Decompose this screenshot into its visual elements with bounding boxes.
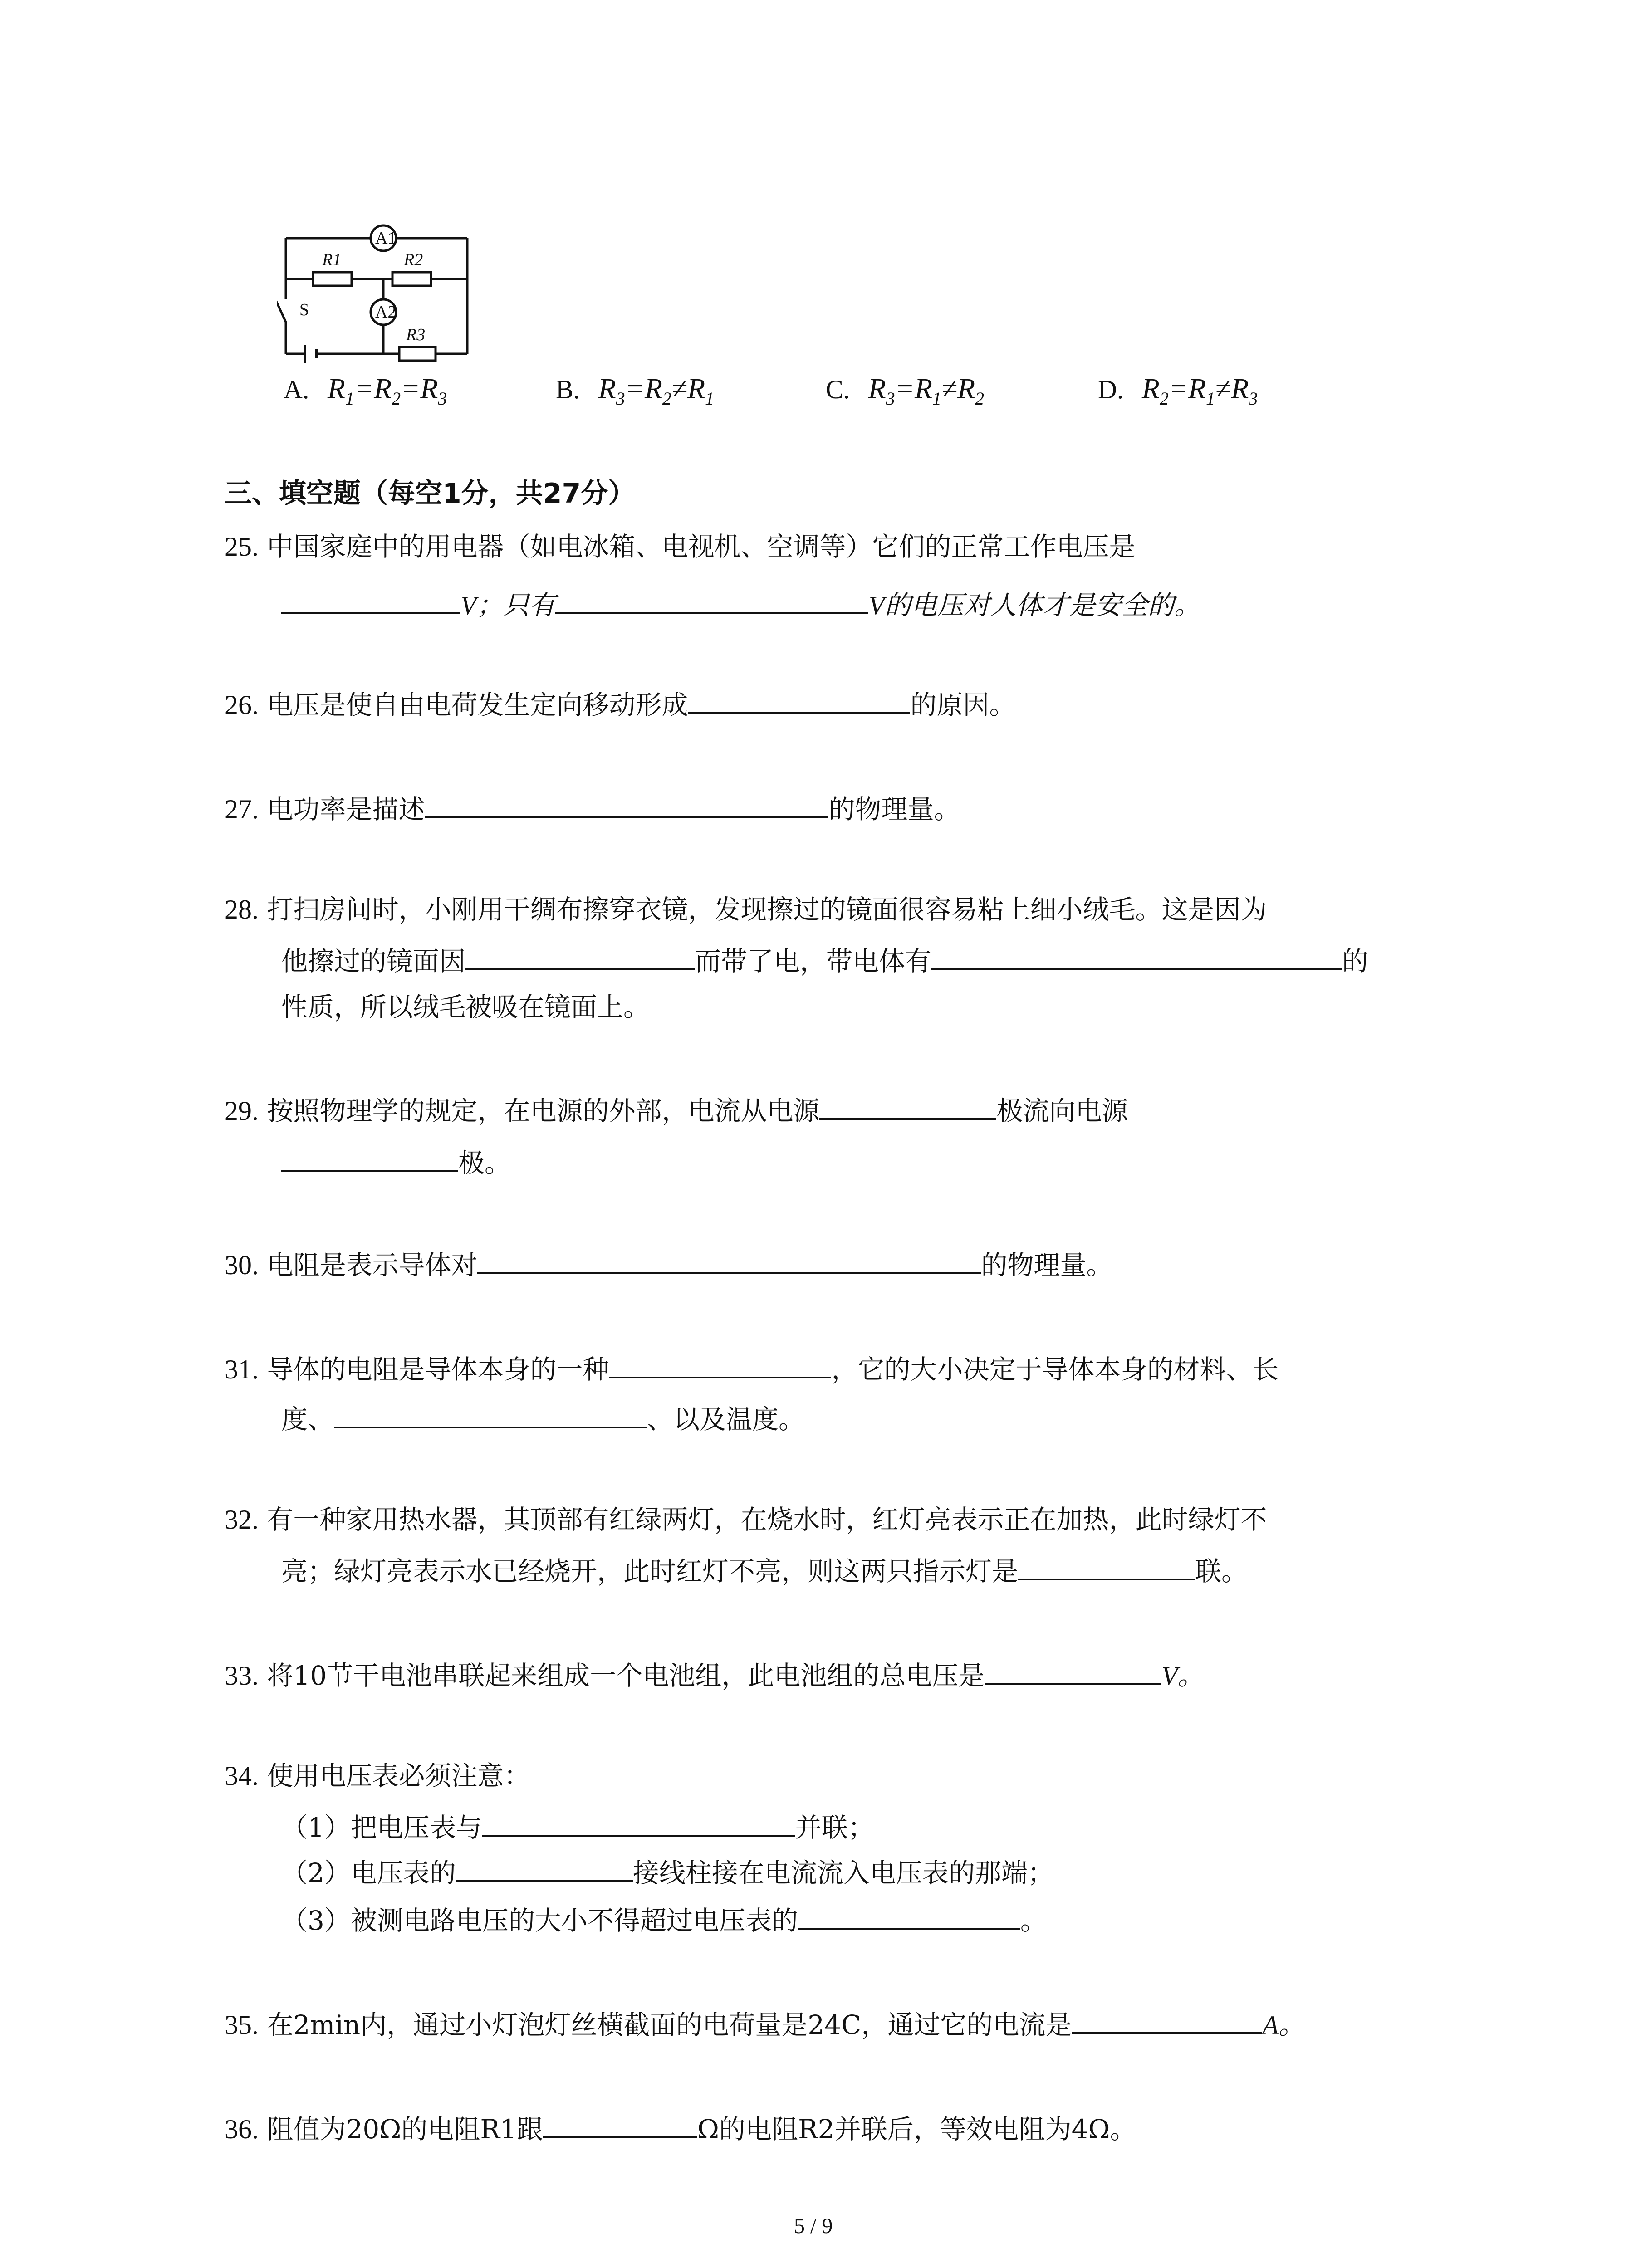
question-28 [225,891,1267,928]
question-text: 使用电压表必须注意： [267,1760,530,1791]
svg-text:A2 [375,303,396,322]
question-32-line2 [281,1551,1248,1589]
answer-blank[interactable] [281,585,460,614]
question-26 [225,685,1015,723]
question-number: 31. [225,1354,259,1384]
answer-blank[interactable] [281,1143,458,1172]
question-text: V的电压对人体才是安全的。 [868,591,1200,620]
question-text: Ω的电阻R2并联后，等效电阻为4Ω。 [697,2114,1136,2145]
question-text: 导体的电阻是导体本身的一种 [267,1354,609,1385]
option-c: C. $R_3=R_1\ne R_2$ [826,372,985,409]
question-text: 性质，所以绒毛被吸在镜面上。 [281,992,650,1022]
circuit-diagram [277,218,476,363]
question-34-item1 [281,1808,874,1846]
answer-blank[interactable] [985,1656,1161,1685]
question-number: 34. [225,1761,259,1791]
answer-blank[interactable] [543,2109,697,2138]
question-number: 28. [225,894,259,924]
option-a: A. $R_1=R_2=R_3$ [284,372,447,409]
resistor-r1-label: R1 [322,250,342,269]
answer-blank[interactable] [482,1808,795,1837]
option-d: D. $R_2=R_1\ne R_3$ [1098,372,1258,409]
question-33 [225,1656,1204,1694]
question-number: 30. [225,1250,259,1280]
page-number: 5 / 9 [794,2214,833,2238]
question-number: 29. [225,1096,259,1126]
question-text: 阻值为20Ω的电阻R1跟 [267,2114,543,2145]
question-text: 联。 [1195,1556,1248,1587]
answer-blank[interactable] [334,1399,647,1428]
question-28-line2 [281,941,1368,979]
question-number: 27. [225,794,259,824]
answer-blank[interactable] [465,941,695,970]
question-36 [225,2109,1136,2147]
question-text: 极。 [458,1148,511,1178]
question-text: 、以及温度。 [647,1404,805,1435]
question-text: 。 [1020,1905,1047,1936]
question-number: 33. [225,1661,259,1691]
question-number: 25. [225,532,259,562]
question-text: 极流向电源 [996,1095,1128,1126]
resistor-r2-label: R2 [404,250,423,269]
svg-text:R1 [322,250,341,269]
question-29 [225,1091,1128,1129]
question-text: （1）把电压表与 [281,1812,482,1843]
question-text: 电阻是表示导体对 [267,1250,478,1281]
question-number: 26. [225,690,259,720]
question-text: 并联； [795,1812,874,1843]
svg-text:R2 [403,250,423,269]
question-30 [225,1245,1112,1283]
question-text: 电压是使自由电荷发生定向移动形成 [267,689,688,720]
question-text: （2）电压表的 [281,1857,456,1888]
answer-blank[interactable] [931,941,1342,970]
question-text: 有一种家用热水器，其顶部有红绿两灯，在烧水时，红灯亮表示正在加热，此时绿灯不 [267,1504,1267,1535]
answer-blank[interactable] [425,789,828,818]
question-25 [225,528,1135,565]
question-number: 32. [225,1505,259,1535]
question-text: 的 [1342,946,1369,977]
answer-blank[interactable] [609,1349,831,1378]
question-31 [225,1349,1279,1388]
ammeter-a2-label: A2 [375,303,397,322]
question-number: 35. [225,2010,259,2040]
answer-blank[interactable] [1018,1551,1195,1580]
question-text: 而带了电，带电体有 [695,946,932,977]
svg-text:A1 [375,229,396,248]
question-34 [225,1758,530,1794]
question-text: 的物理量。 [828,794,960,825]
question-text: 将10节干电池串联起来组成一个电池组，此电池组的总电压是 [267,1660,985,1691]
option-b: B. $R_3=R_2\ne R_1$ [556,372,715,409]
question-text: 他擦过的镜面因 [281,946,466,977]
question-27 [225,789,960,827]
question-34-item2 [281,1853,1054,1891]
switch-label: S [299,300,309,319]
question-text: 电功率是描述 [267,794,425,825]
question-31-line2 [281,1399,805,1437]
question-text: 的原因。 [910,689,1016,720]
question-text: 按照物理学的规定，在电源的外部，电流从电源 [267,1095,820,1126]
answer-blank[interactable] [798,1901,1020,1930]
question-34-item3 [281,1901,1047,1939]
question-25-line2 [281,585,1200,624]
question-number: 36. [225,2114,259,2144]
svg-text:S [299,300,309,319]
resistor-r3-label: R3 [406,325,426,344]
question-text: A。 [1262,2010,1305,2040]
answer-blank[interactable] [819,1091,996,1120]
question-text: 打扫房间时，小刚用干绸布擦穿衣镜，发现擦过的镜面很容易粘上细小绒毛。这是因为 [267,894,1267,925]
answer-blank[interactable] [1072,2005,1262,2034]
question-32 [225,1501,1267,1538]
svg-text:R3 [406,325,425,344]
answer-blank[interactable] [688,685,910,714]
answer-blank[interactable] [477,1245,981,1274]
question-text: 度、 [281,1404,334,1435]
question-35 [225,2005,1305,2043]
question-29-line2 [281,1143,511,1181]
ammeter-a1-label: A1 [375,229,397,248]
question-text: （3）被测电路电压的大小不得超过电压表的 [281,1905,798,1936]
question-text: 亮；绿灯亮表示水已经烧开，此时红灯不亮，则这两只指示灯是 [281,1556,1019,1587]
answer-blank[interactable] [555,585,868,614]
question-text: 在2min内，通过小灯泡灯丝横截面的电荷量是24C，通过它的电流是 [267,2009,1072,2040]
question-text: ，它的大小决定于导体本身的材料、长 [831,1354,1279,1385]
question-text: 的物理量。 [981,1250,1113,1281]
question-text: 中国家庭中的用电器（如电冰箱、电视机、空调等）它们的正常工作电压是 [267,531,1136,562]
question-text: V。 [1161,1661,1204,1691]
answer-blank[interactable] [456,1853,633,1882]
question-text: V；只有 [460,591,556,620]
question-28-line3 [281,989,650,1025]
question-text: 接线柱接在电流流入电压表的那端； [632,1857,1054,1888]
section-title: 三、填空题（每空1分，共27分） [225,478,636,509]
